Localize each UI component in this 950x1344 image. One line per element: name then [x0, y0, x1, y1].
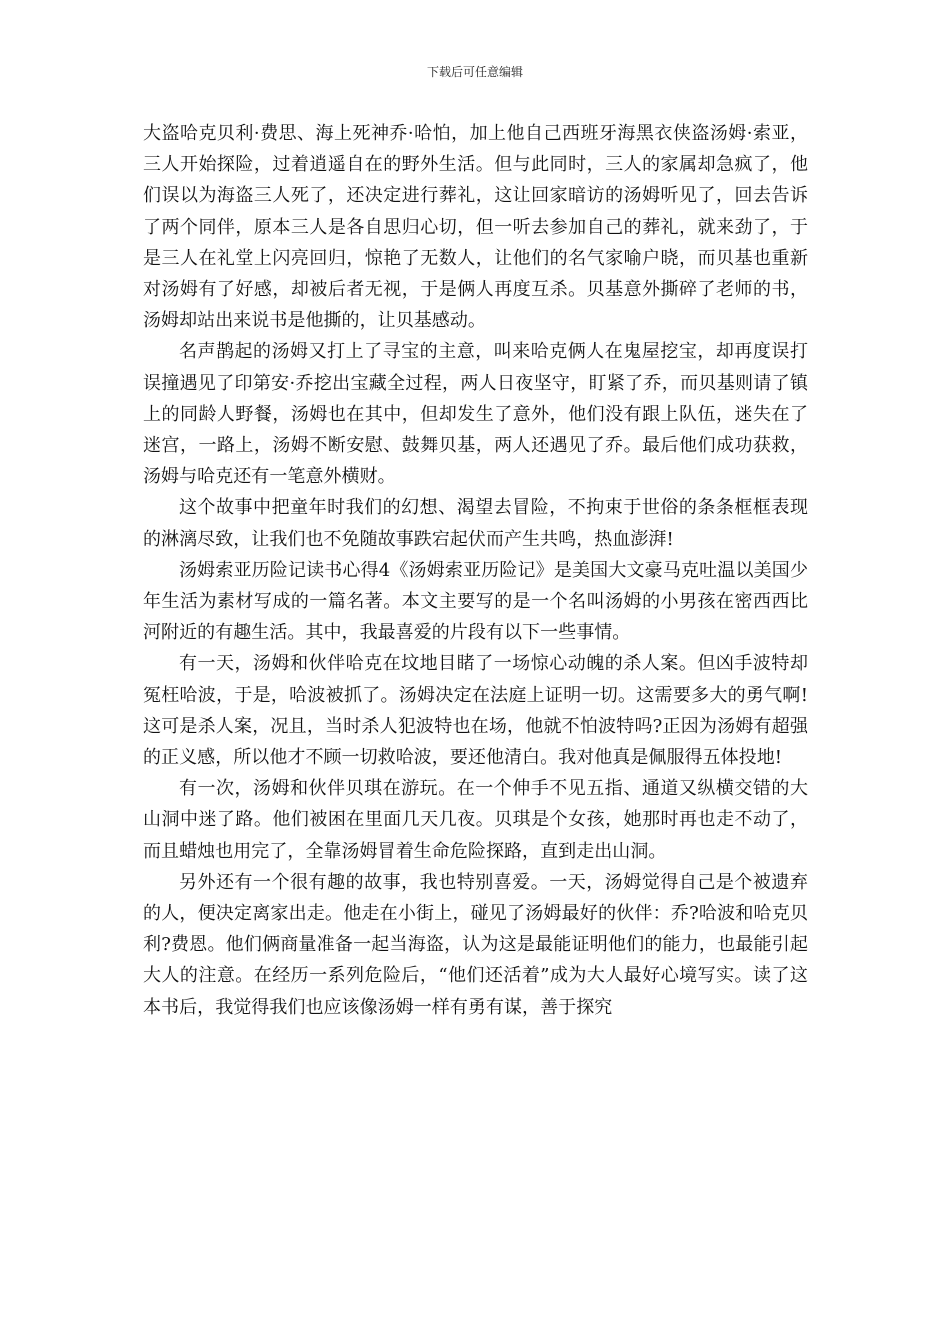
paragraph-3: 这个故事中把童年时我们的幻想、渴望去冒险，不拘束于世俗的条条框框表现的淋漓尽致，让我们也不免随故事跌宕起伏而产生共鸣，热血澎湃! — [143, 497, 808, 550]
paragraph-7: 另外还有一个很有趣的故事，我也特别喜爱。一天，汤姆觉得自己是个被遗弃的人，便决定离家出走。他走在小街上，碰见了汤姆最好的伙伴：乔?哈波和哈克贝利?费恩。他们俩商量准备一起当海盗，认为这是最能证明他们的能力，也最能引起大人的注意。在经历一系列危险后，“他们还活着”成为大人最好心境写实。读了这本书后，我觉得我们也应该像汤姆一样有勇有谋，善于探究 — [143, 871, 808, 1018]
paragraph-6: 有一次，汤姆和伙伴贝琪在游玩。在一个伸手不见五指、通道又纵横交错的大山洞中迷了路。他们被困在里面几天几夜。贝琪是个女孩，她那时再也走不动了，而且蜡烛也用完了，全靠汤姆冒着生命危险探路，直到走出山洞。 — [143, 778, 808, 862]
paragraph-1: 大盗哈克贝利·费思、海上死神乔·哈怕，加上他自己西班牙海黑衣侠盗汤姆·索亚，三人开始探险，过着逍遥自在的野外生活。但与此同时，三人的家属却急疯了，他们误以为海盗三人死了，还决定进行葬礼，这让回家暗访的汤姆听见了，回去告诉了两个同伴，原本三人是各自思归心切，但一听去参加自己的葬礼，就来劲了，于是三人在礼堂上闪亮回归，惊艳了无数人，让他们的名气家喻户晓，而贝基也重新对汤姆有了好感，却被后者无视，于是俩人再度互杀。贝基意外撕碎了老师的书，汤姆却站出来说书是他撕的，让贝基感动。 — [143, 123, 808, 332]
document-body — [143, 118, 808, 1023]
paragraph-4: 汤姆索亚历险记读书心得4《汤姆索亚历险记》是美国大文豪马克吐温以美国少年生活为素材写成的一篇名著。本文主要写的是一个名叫汤姆的小男孩在密西西比河附近的有趣生活。其中，我最喜爱的片段有以下一些事情。 — [143, 559, 808, 644]
paragraph-5: 有一天，汤姆和伙伴哈克在坟地目睹了一场惊心动魄的杀人案。但凶手波特却冤枉哈波，于是，哈波被抓了。汤姆决定在法庭上证明一切。这需要多大的勇气啊!这可是杀人案，况且，当时杀人犯波特也在场，他就不怕波特吗?正因为汤姆有超强的正义感，所以他才不顾一切救哈波，要还他清白。我对他真是佩服得五体投地! — [143, 653, 808, 769]
paragraph-2: 名声鹊起的汤姆又打上了寻宝的主意，叫来哈克俩人在鬼屋挖宝，却再度误打误撞遇见了印第安·乔挖出宝藏全过程，两人日夜坚守，盯紧了乔，而贝基则请了镇上的同龄人野餐，汤姆也在其中，但却发生了意外，他们没有跟上队伍，迷失在了迷宫，一路上，汤姆不断安慰、鼓舞贝基，两人还遇见了乔。最后他们成功获救，汤姆与哈克还有一笔意外横财。 — [143, 341, 808, 488]
page-header: 下载后可任意编辑 — [426, 65, 523, 79]
